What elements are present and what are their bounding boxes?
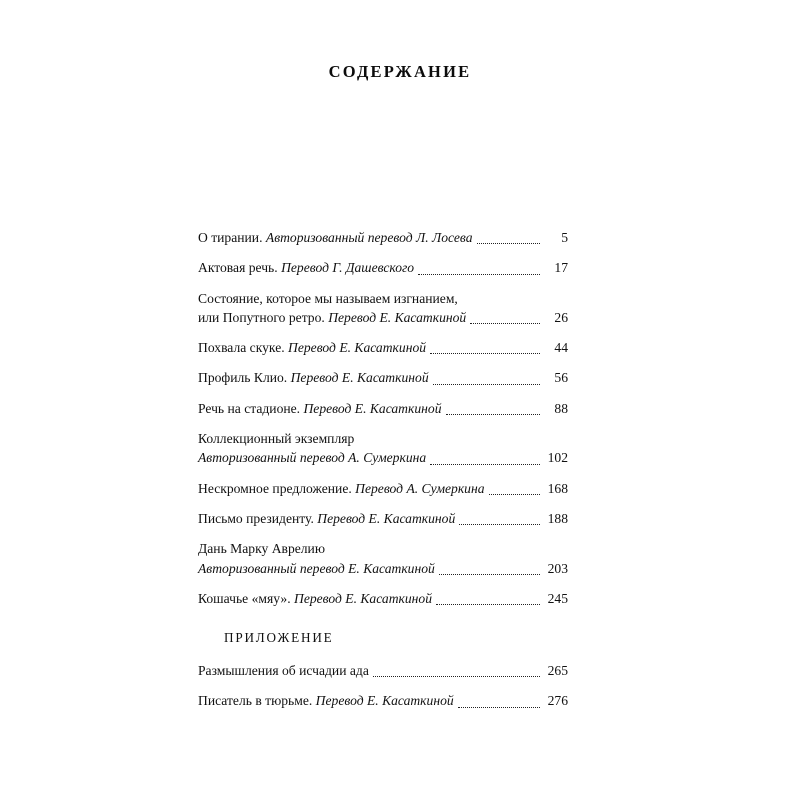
table-of-contents — [198, 228, 568, 722]
toc-entry[interactable] — [198, 338, 568, 357]
dot-leader — [418, 274, 540, 275]
toc-page-number: 168 — [547, 480, 568, 496]
toc-entry-text: Коллекционный экземпляр — [198, 431, 355, 447]
toc-entry-line — [198, 308, 568, 327]
dot-leader — [458, 707, 540, 708]
toc-page-number: 245 — [547, 590, 568, 606]
dot-leader — [373, 676, 540, 677]
toc-page-number: 203 — [547, 560, 568, 576]
toc-entry[interactable] — [198, 368, 568, 387]
toc-entry-text: Размышления об исчадии ада — [198, 663, 369, 679]
dot-leader — [489, 494, 540, 495]
toc-page-number: 17 — [554, 260, 568, 276]
toc-entry-line — [198, 539, 568, 558]
toc-page-number: 44 — [554, 340, 568, 356]
toc-entry[interactable] — [198, 589, 568, 608]
dot-leader — [436, 604, 540, 605]
toc-entry[interactable] — [198, 661, 568, 680]
toc-entry[interactable] — [198, 429, 568, 468]
toc-entry[interactable] — [198, 479, 568, 498]
toc-entry-text: Авторизованный перевод А. Сумеркина — [198, 450, 427, 466]
toc-entry-line — [198, 429, 568, 448]
dot-leader — [430, 353, 540, 354]
toc-entry-text: Состояние, которое мы называем изгнанием, — [198, 290, 458, 306]
toc-page-number: 102 — [547, 450, 568, 466]
toc-entry[interactable] — [198, 691, 568, 710]
toc-entry-text: Нескромное предложение. Перевод А. Сумеркина — [198, 480, 485, 496]
toc-entry-text: Дань Марку Аврелию — [198, 541, 325, 557]
toc-main-list — [198, 228, 568, 608]
toc-entry-text: или Попутного ретро. Перевод Е. Касаткиной — [198, 309, 467, 325]
toc-entry[interactable] — [198, 289, 568, 328]
dot-leader — [433, 384, 540, 385]
toc-entry-line — [198, 289, 568, 308]
appendix-heading: ПРИЛОЖЕНИЕ — [224, 630, 334, 646]
toc-entry-text: Профиль Клио. Перевод Е. Касаткиной — [198, 370, 429, 386]
toc-page-number: 56 — [554, 370, 568, 386]
toc-entry-text: Писатель в тюрьме. Перевод Е. Касаткиной — [198, 693, 454, 709]
toc-entry-text: Речь на стадионе. Перевод Е. Касаткиной — [198, 400, 442, 416]
toc-page-number: 26 — [554, 309, 568, 325]
toc-entry-text: Письмо президенту. Перевод Е. Касаткиной — [198, 510, 456, 526]
toc-entry-text: Актовая речь. Перевод Г. Дашевского — [198, 260, 415, 276]
toc-page-number: 5 — [561, 230, 568, 245]
dot-leader — [446, 414, 541, 415]
toc-entry-text: Кошачье «мяу». Перевод Е. Касаткиной — [198, 590, 433, 606]
dot-leader — [439, 574, 540, 575]
toc-entry[interactable] — [198, 258, 568, 277]
page-title: СОДЕРЖАНИЕ — [328, 62, 472, 81]
toc-appendix-list — [198, 661, 568, 711]
toc-entry[interactable] — [198, 509, 568, 528]
toc-page-number: 188 — [547, 510, 568, 526]
dot-leader — [459, 524, 540, 525]
dot-leader — [430, 464, 540, 465]
toc-entry-text: Авторизованный перевод Е. Касаткиной — [198, 560, 435, 576]
toc-entry-text: Похвала скуке. Перевод Е. Касаткиной — [198, 340, 427, 356]
toc-entry-line — [198, 559, 568, 578]
toc-page-number: 88 — [554, 400, 568, 416]
dot-leader — [470, 323, 540, 324]
toc-entry-text: О тирании. Авторизованный перевод Л. Лосева — [198, 230, 473, 245]
dot-leader — [477, 243, 541, 244]
toc-page-number: 276 — [547, 693, 568, 709]
toc-entry[interactable] — [198, 228, 568, 247]
toc-entry-line — [198, 448, 568, 467]
toc-entry[interactable] — [198, 539, 568, 578]
toc-entry[interactable] — [198, 399, 568, 418]
toc-page-number: 265 — [547, 663, 568, 679]
